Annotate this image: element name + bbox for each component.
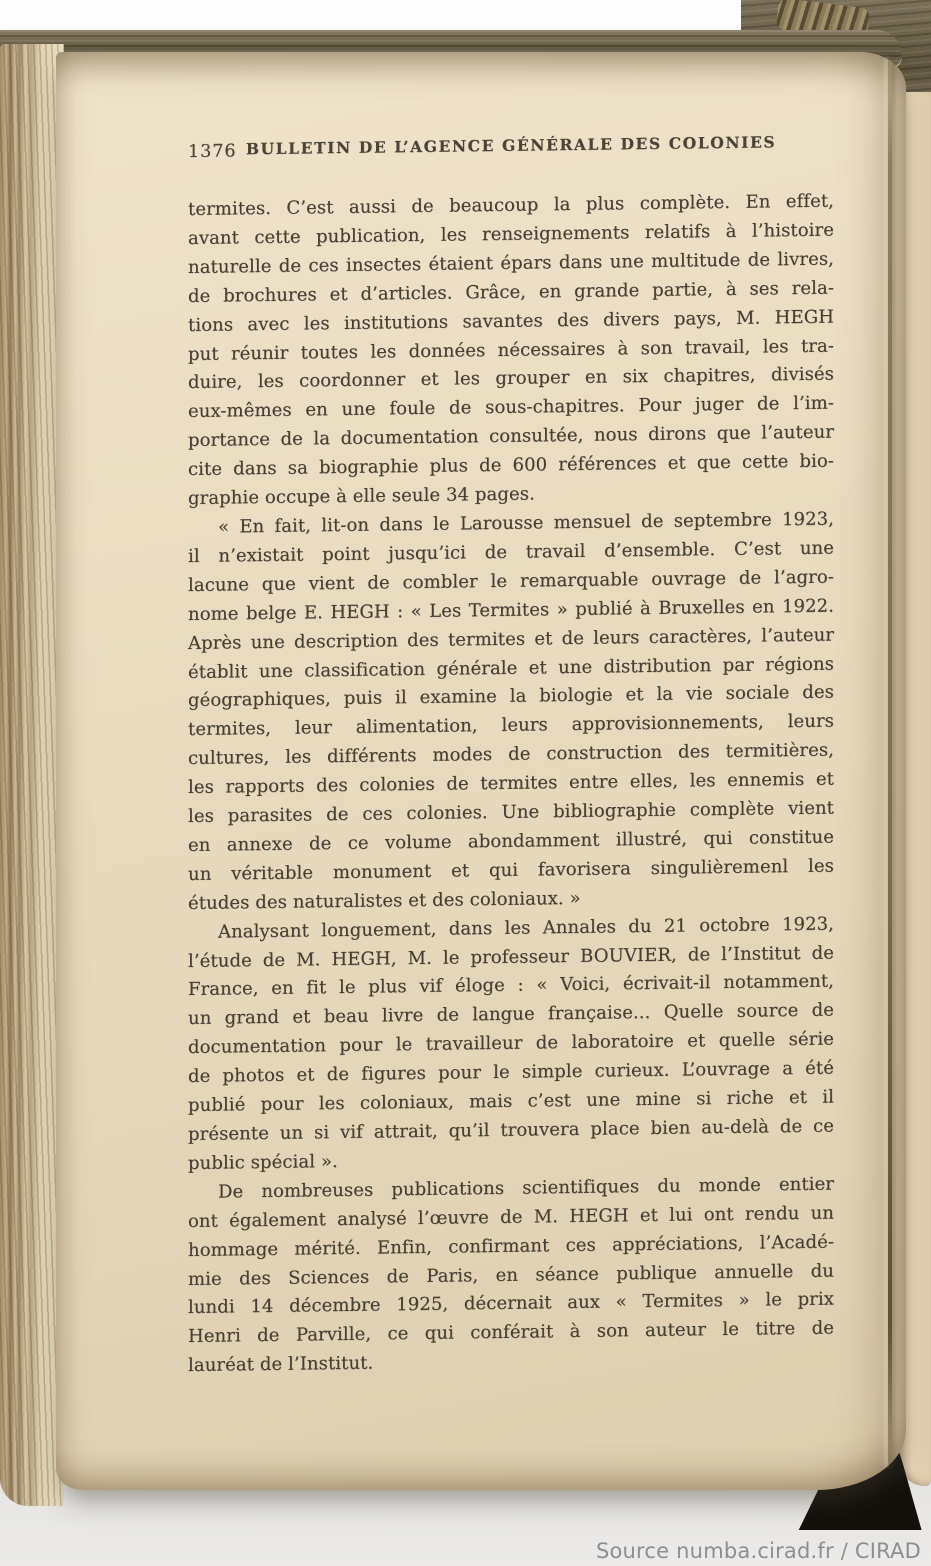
text-line: naturelle de ces insectes étaient épars dans une multitude de livres,: [188, 248, 834, 278]
page-text: [188, 188, 834, 1382]
text-line: mie des Sciences de Paris, en séance publique annuelle du: [188, 1260, 834, 1290]
text-line: France, en fit le plus vif éloge : « Voici, écrivait-il notamment,: [188, 971, 834, 1001]
text-line: avant cette publication, les renseignements relatifs à l’histoire: [188, 219, 834, 249]
text-line: eux-mêmes en une foule de sous-chapitres. Pour juger de l’im-: [188, 392, 834, 423]
text-line: en annexe de ce volume abondamment illustré, qui constitue: [188, 826, 834, 856]
text-line: études des naturalistes et des coloniaux. »: [188, 887, 581, 914]
text-line: de photos et de figures pour le simple curieux. L’ouvrage a été: [188, 1057, 834, 1088]
text-line: termites. C’est aussi de beaucoup la plus complète. En effet,: [188, 190, 834, 220]
gutter-crease: [888, 58, 892, 1466]
text-line: Analysant longuement, dans les Annales du 21 octobre 1923,: [218, 913, 834, 943]
text-line: présente un si vif attrait, qu’il trouvera place bien au-delà de ce: [188, 1115, 834, 1145]
source-watermark: Source numba.cirad.fr / CIRAD: [595, 1539, 921, 1563]
paragraph: [188, 506, 834, 919]
page-number: 1376: [188, 141, 237, 162]
text-line: portance de la documentation consultée, nous dirons que l’auteur: [188, 421, 834, 452]
paragraph: [188, 188, 834, 514]
text-line: géographiques, puis il examine la biologie et la vie sociale des: [188, 681, 834, 712]
text-line: un grand et beau livre de langue française... Quelle source de: [188, 999, 834, 1030]
text-line: il n’existait point jusqu’ici de travail d’ensemble. C’est une: [188, 537, 834, 567]
text-line: publié pour les coloniaux, mais c’est une mine si riche et il: [188, 1086, 834, 1117]
text-line: hommage mérité. Enfin, confirmant ces appréciations, l’Acadé-: [188, 1231, 834, 1261]
paragraph: [188, 910, 834, 1179]
text-line: Après une description des termites et de leurs caractères, l’auteur: [188, 624, 834, 654]
paragraph: [188, 1170, 834, 1381]
text-line: cite dans sa biographie plus de 600 références et que cette bio-: [188, 450, 834, 481]
text-line: termites, leur alimentation, leurs approvisionnements, leurs: [188, 710, 834, 741]
text-line: de brochures et d’articles. Grâce, en grande partie, à ses rela-: [188, 277, 834, 307]
page-stack-fore-edge: [0, 44, 64, 1506]
text-line: cultures, les différents modes de construction des termitières,: [188, 739, 834, 770]
text-line: lundi 14 décembre 1925, décernait aux « Termites » le prix: [188, 1288, 834, 1319]
text-line: un véritable monument et qui favorisera singulièremenl les: [188, 855, 834, 885]
text-line: lauréat de l’Institut.: [188, 1352, 374, 1377]
text-line: tions avec les institutions savantes des divers pays, M. HEGH: [188, 306, 834, 336]
text-line: put réunir toutes les données nécessaires à son travail, les tra-: [188, 335, 834, 365]
text-line: « En fait, lit-on dans le Larousse mensuel de septembre 1923,: [218, 508, 834, 538]
text-line: public spécial ».: [188, 1150, 338, 1174]
running-title: BULLETIN DE L’AGENCE GÉNÉRALE DES COLONIES: [245, 132, 777, 159]
printed-text-block: [188, 132, 834, 1382]
text-line: les parasites de ces colonies. Une bibliographie complète vient: [188, 797, 834, 828]
text-line: De nombreuses publications scientifiques du monde entier: [218, 1173, 834, 1203]
text-line: établit une classification générale et une distribution par régions: [188, 653, 834, 683]
text-line: Henri de Parville, ce qui conférait à son auteur le titre de: [188, 1317, 834, 1348]
text-line: ont également analysé l’œuvre de M. HEGH et lui ont rendu un: [188, 1202, 834, 1232]
text-line: l’étude de M. HEGH, M. le professeur BOUVIER, de l’Institut de: [188, 942, 834, 972]
text-line: duire, les coordonner et les grouper en six chapitres, divisés: [188, 363, 834, 394]
text-line: lacune que vient de combler le remarquable ouvrage de l’agro-: [188, 566, 834, 596]
text-line: documentation pour le travailleur de laboratoire et quelle série: [188, 1028, 834, 1059]
text-line: nome belge E. HEGH : « Les Termites » publié à Bruxelles en 1922.: [188, 595, 834, 625]
text-line: graphie occupe à elle seule 34 pages.: [188, 483, 535, 510]
text-line: les rapports des colonies de termites entre elles, les ennemis et: [188, 768, 834, 799]
